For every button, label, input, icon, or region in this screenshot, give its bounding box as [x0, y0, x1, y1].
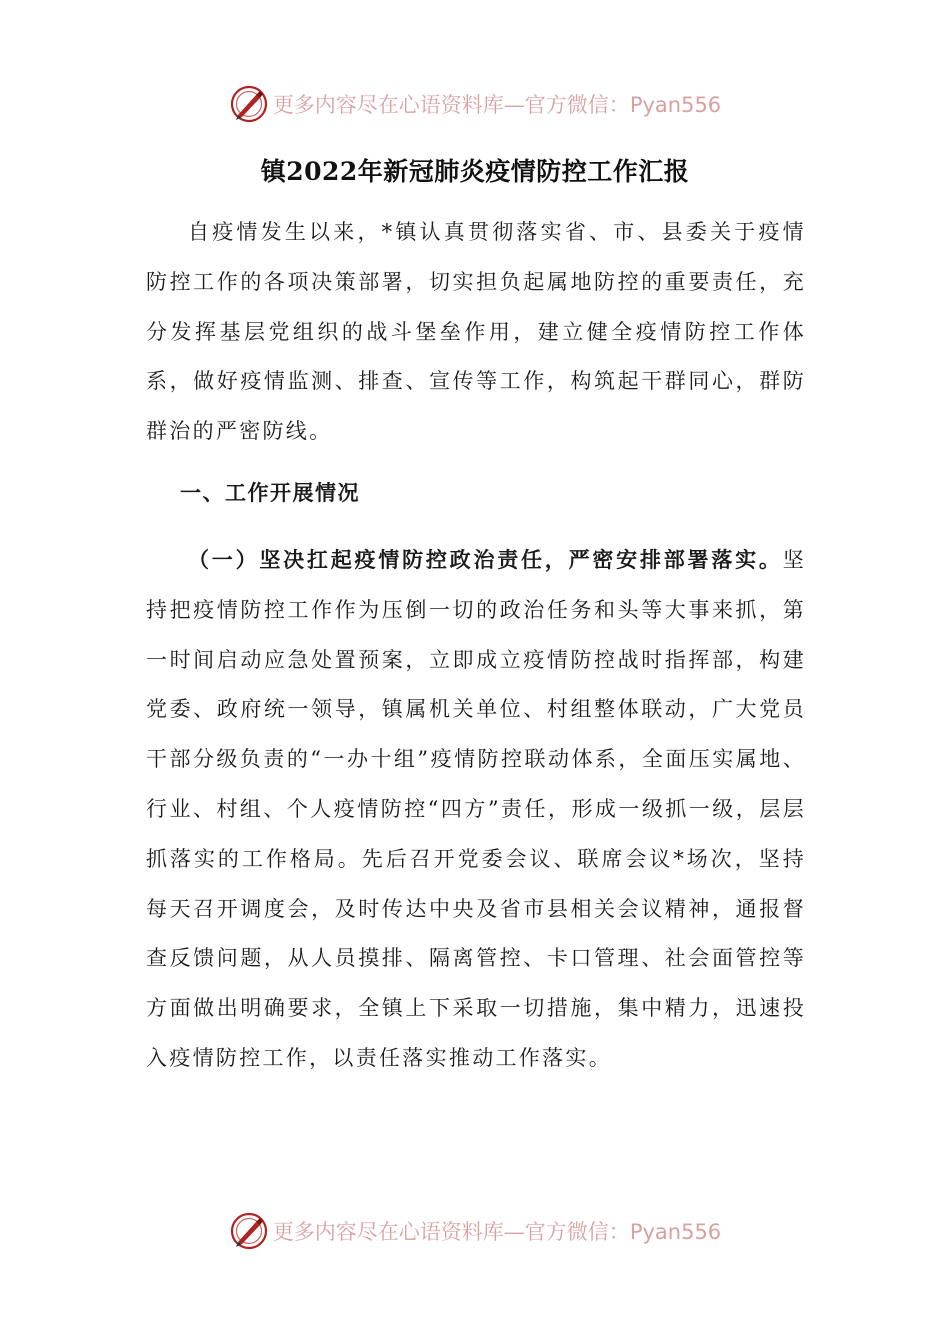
banner-label: 更多内容尽在心语资料库—官方微信：	[272, 93, 630, 117]
banner-label: 更多内容尽在心语资料库—官方微信：	[272, 1220, 630, 1244]
subsection-paragraph	[146, 535, 806, 1084]
intro-paragraph: 自疫情发生以来，*镇认真贯彻落实省、市、县委关于疫情防控工作的各项决策部署，切实担负起属地防控的重要责任，充分发挥基层党组织的战斗堡垒作用，建立健全疫情防控工作体系，做好疫情监测、排查、宣传等工作，构筑起干群同心，群防群治的严密防线。	[146, 220, 806, 444]
subsection-body: 坚持把疫情防控工作作为压倒一切的政治任务和头等大事来抓，第一时间启动应急处置预案，立即成立疫情防控战时指挥部，构建党委、政府统一领导，镇属机关单位、村组整体联动，广大党员干部分级负责的“一办十组”疫情防控联动体系，全面压实属地、行业、村组、个人疫情防控“四方”责任，形成一级抓一级，层层抓落实的工作格局。先后召开党委会议、联席会议*场次，坚持每天召开调度会，及时传达中央及省市县相关会议精神，通报督查反馈问题，从人员摸排、隔离管控、卡口管理、社会面管控等方面做出明确要求，全镇上下采取一切措施，集中精力，迅速投入疫情防控工作，以责任落实推动工作落实。	[146, 548, 806, 1070]
header-banner-content	[229, 84, 721, 124]
banner-wechat-id: Pyan556	[629, 93, 722, 117]
section-heading: 一、工作开展情况	[180, 480, 360, 505]
header-banner	[0, 82, 950, 126]
document-title: 镇2022年新冠肺炎疫情防控工作汇报	[260, 157, 690, 186]
pen-circle-logo-icon	[229, 84, 269, 124]
footer-banner	[0, 1209, 950, 1253]
footer-banner-content	[229, 1211, 721, 1251]
banner-wechat-id: Pyan556	[629, 1220, 722, 1244]
pen-circle-logo-icon	[229, 1211, 269, 1251]
banner-text	[273, 89, 721, 119]
intro-paragraph-block	[146, 208, 806, 457]
banner-text	[273, 1216, 721, 1246]
subsection-paragraph-block	[146, 535, 806, 1084]
subsection-lead: （一）坚决扛起疫情防控政治责任，严密安排部署落实。	[188, 547, 783, 572]
